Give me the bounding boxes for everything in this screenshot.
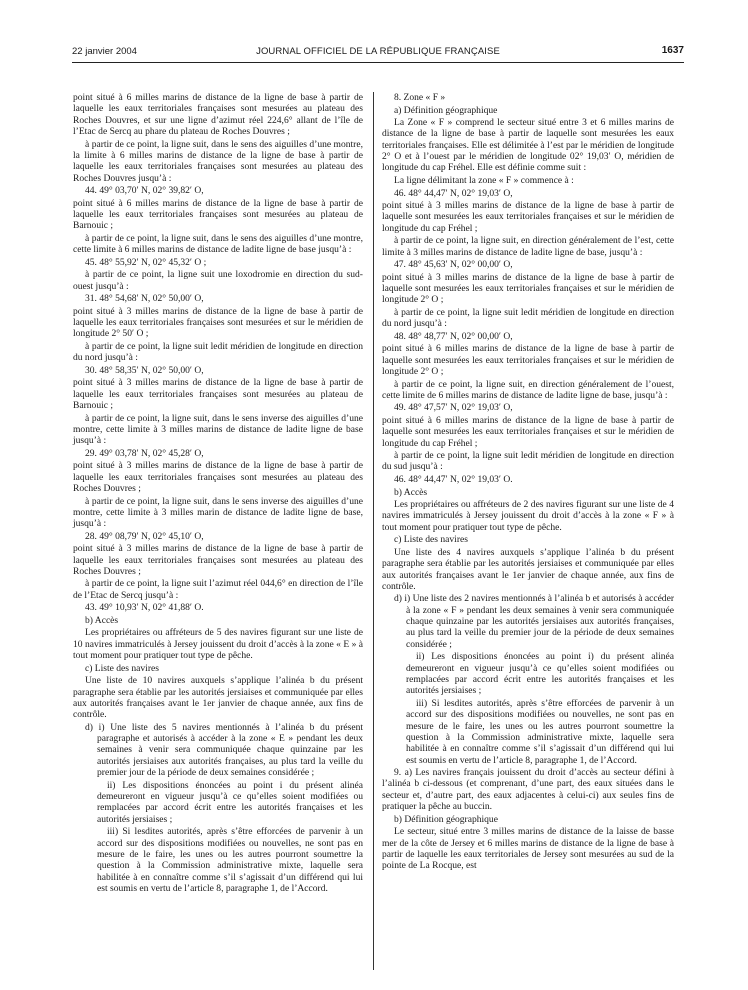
- left-paragraph: iii) Si lesdites autorités, après s’être efforcées de parvenir à un accord sur des dispositions modifiées ou nouvelles, ne sont pas en mesure de le faire, les unes ou les autres pourront soumettre la question à la Commission administrative mixte, laquelle sera habilitée à en connaître comme s’il s’agissait d’un différend qui lui est soumis en vertu de l’article 8, paragraphe 1, de l’Accord.: [97, 826, 363, 894]
- left-paragraph: 29. 49° 03,78′ N, 02° 45,28′ O,: [85, 447, 204, 459]
- page-header: [72, 44, 684, 60]
- right-paragraph: 49. 48° 47,57′ N, 02° 19,03′ O,: [394, 402, 513, 414]
- right-paragraph: iii) Si lesdites autorités, après s’être efforcées de parvenir à un accord sur des dispositions modifiées ou nouvelles, ne sont pas en mesure de le faire, les unes ou les autres pourront soumettre la question à la Commission administrative mixte, laquelle sera habilitée à en connaître comme s’il s’agissait d’un différend qui lui est soumis en vertu de l’article 8, paragraphe 1, de l’Accord.: [406, 697, 674, 766]
- left-paragraph: point situé à 3 milles marins de distance de la ligne de base à partir de laquelle les eaux territoriales françaises sont mesurées au plateau des Roches Douvres ;: [73, 460, 363, 494]
- left-paragraph: 28. 49° 08,79′ N, 02° 45,10′ O,: [85, 530, 204, 542]
- left-paragraph: point situé à 3 milles marins de distance de la ligne de base à partir de laquelle les eaux territoriales françaises sont mesurées au plateau de Barnouic ;: [73, 377, 363, 411]
- right-paragraph: à partir de ce point, la ligne suit ledit méridien de longitude en direction du nord jusqu’à :: [382, 306, 674, 330]
- left-paragraph: point situé à 3 milles marins de distance de la ligne de base à partir de laquelle les eaux territoriales françaises sont mesurées au plateau des Roches Douvres ;: [73, 543, 363, 577]
- left-paragraph: point situé à 3 milles marins de distance de la ligne de base à partir de laquelle les eaux territoriales françaises sont mesurées et sur le méridien de longitude 2° 50′ O ;: [73, 305, 363, 340]
- left-paragraph: 43. 49° 10,93′ N, 02° 41,88′ O.: [85, 602, 204, 614]
- left-paragraph: d) i) Une liste des 5 navires mentionnés à l’alinéa b du présent paragraphe et autorisés à accéder à la zone « E » pendant les deux semaines à venir sera communiquée chaque quinzaine par les autorités jersiaises aux autorités françaises, au plus tard la veille du premier jour de la période de deux semaines considérée ;: [85, 721, 363, 779]
- header-rule: [72, 62, 684, 63]
- header-page-number: 1637: [661, 45, 684, 56]
- left-paragraph: à partir de ce point, la ligne suit une loxodromie en direction du sud-ouest jusqu’à :: [73, 269, 363, 292]
- left-paragraph: à partir de ce point, la ligne suit, dans le sens des aiguilles d’une montre, la limite à 6 milles marins de distance de la ligne de base à partir de laquelle les eaux territoriales françaises sont mesurées au plateau des Roches Douvres jusqu’à :: [73, 138, 363, 184]
- right-paragraph: La Zone « F » comprend le secteur situé entre 3 et 6 milles marins de distance de la ligne de base à partir de laquelle sont mesurées les eaux territoriales françaises. Elle est délimitée à l’est par le méridien de longitude 2° O et à l’ouest par le méridien de longitude 02° 19,03′ O, méridien de longitude du cap Fréhel. Elle est définie comme suit :: [382, 117, 674, 174]
- left-paragraph: c) Liste des navires: [85, 662, 159, 674]
- left-paragraph: 44. 49° 03,70′ N, 02° 39,82′ O,: [85, 185, 204, 197]
- right-paragraph: point situé à 3 milles marins de distance de la ligne de base à partir de laquelle sont mesurées les eaux territoriales françaises et sur le méridien de longitude 2° O ;: [382, 271, 674, 306]
- left-paragraph: Une liste de 10 navires auxquels s’applique l’alinéa b du présent paragraphe sera établie par les autorités jersiaises et communiquée par elles aux autorités françaises avant le 1er janvier de chaque année, aux fins de contrôle.: [73, 675, 363, 721]
- right-paragraph: a) Définition géographique: [394, 104, 498, 116]
- header-date: 22 janvier 2004: [72, 46, 137, 57]
- right-paragraph: point situé à 6 milles marins de distance de la ligne de base à partir de laquelle sont mesurées les eaux territoriales françaises et sur le méridien de longitude du cap Fréhel ;: [382, 414, 674, 449]
- right-paragraph: 8. Zone « F »: [394, 92, 446, 103]
- left-paragraph: b) Accès: [85, 614, 119, 626]
- right-paragraph: à partir de ce point, la ligne suit ledit méridien de longitude en direction du sud jusqu’à :: [382, 450, 674, 473]
- left-column: [73, 92, 363, 895]
- right-paragraph: 46. 48° 44,47′ N, 02° 19,03′ O.: [394, 474, 513, 485]
- left-paragraph: à partir de ce point, la ligne suit, dans le sens inverse des aiguilles d’une montre, cette limite à 3 milles marin de distance de ladite ligne de base, jusqu’à :: [73, 495, 363, 530]
- left-paragraph: point situé à 6 milles marins de distance de la ligne de base à partir de laquelle les eaux territoriales françaises sont mesurées au plateau des Roches Douvres, et sur une ligne d’azimut réel 224,6° allant de l’île de l’Etac de Sercq au phare du plateau de Roches Douvres ;: [73, 92, 363, 138]
- left-paragraph: à partir de ce point, la ligne suit ledit méridien de longitude en direction du nord jusqu’à :: [73, 340, 363, 364]
- left-paragraph: à partir de ce point, la ligne suit, dans le sens des aiguilles d’une montre, cette limite à 6 milles marins de distance de ladite ligne de base jusqu’à :: [73, 232, 363, 256]
- left-paragraph: à partir de ce point, la ligne suit, dans le sens inverse des aiguilles d’une montre, cette limite à 3 milles marins de distance de ladite ligne de base jusqu’à :: [73, 412, 363, 447]
- right-paragraph: ii) Les dispositions énoncées au point i) du présent alinéa demeureront en vigueur jusqu’à ce qu’elles soient modifiées ou remplacées par accord écrit entre les autorités françaises et les autorités jersiaises ;: [406, 651, 674, 697]
- left-paragraph: 45. 48° 55,92′ N, 02° 45,32′ O ;: [85, 256, 207, 268]
- right-paragraph: à partir de ce point, la ligne suit, en direction généralement de l’ouest, cette limite de 6 milles marins de distance de ladite ligne de base, jusqu’à :: [382, 378, 674, 401]
- right-paragraph: 46. 48° 44,47′ N, 02° 19,03′ O,: [394, 187, 513, 199]
- right-paragraph: La ligne délimitant la zone « F » commence à :: [394, 174, 574, 186]
- right-paragraph: à partir de ce point, la ligne suit, en direction généralement de l’est, cette limite à 3 milles marins de distance de ladite ligne de base, jusqu’à :: [382, 235, 674, 258]
- header-title: JOURNAL OFFICIEL DE LA RÉPUBLIQUE FRANÇAISE: [256, 46, 500, 57]
- right-paragraph: Une liste des 4 navires auxquels s’applique l’alinéa b du présent paragraphe sera établie par les autorités jersiaises et communiquée par elles aux autorités françaises avant le 1er janvier de chaque année, aux fins de contrôle.: [382, 546, 674, 592]
- right-column: [382, 92, 674, 873]
- right-paragraph: 9. a) Les navires français jouissent du droit d’accès au secteur défini à l’alinéa b ci-dessous (et comprenant, d’une part, des eaux situées dans le secteur et, d’autre part, des eaux adjacentes à celui-ci) aux seules fins de pratiquer la pêche au buccin.: [382, 767, 674, 813]
- right-paragraph: Le secteur, situé entre 3 milles marins de distance de la laisse de basse mer de la côte de Jersey et 6 milles marins de distance de la ligne de base à partir de laquelle les eaux territoriales de Jersey sont mesurées au sud de la pointe de La Rocque, est: [382, 826, 674, 872]
- left-paragraph: point situé à 6 milles marins de distance de la ligne de base à partir de laquelle les eaux territoriales françaises sont mesurées au plateau de Barnouic ;: [73, 197, 363, 232]
- left-paragraph: 30. 48° 58,35′ N, 02° 50,00′ O,: [85, 364, 204, 376]
- left-paragraph: à partir de ce point, la ligne suit l’azimut réel 044,6° en direction de l’île de l’Etac de Sercq jusqu’à :: [73, 578, 363, 601]
- left-paragraph: Les propriétaires ou affréteurs de 5 des navires figurant sur une liste de 10 navires immatriculés à Jersey jouissent du droit d’accès à la zone « E » à tout moment pour pratiquer tout type de pêche.: [73, 627, 363, 662]
- column-divider: [373, 92, 374, 970]
- right-paragraph: b) Définition géographique: [394, 813, 498, 825]
- left-paragraph: 31. 48° 54,68′ N, 02° 50,00′ O,: [85, 293, 204, 305]
- right-paragraph: d) i) Une liste des 2 navires mentionnés à l’alinéa b et autorisés à accéder à la zone « F » pendant les deux semaines à venir sera communiquée chaque quinzaine par les autorités jersiaises aux autorités françaises, au plus tard la veille du premier jour de la période de deux semaines considérée ;: [394, 593, 674, 650]
- right-paragraph: b) Accès: [394, 486, 428, 498]
- right-paragraph: point situé à 3 milles marins de distance de la ligne de base à partir de laquelle sont mesurées les eaux territoriales françaises et sur le méridien de longitude du cap Fréhel ;: [382, 200, 674, 234]
- right-paragraph: c) Liste des navires: [394, 534, 468, 546]
- right-paragraph: Les propriétaires ou affréteurs de 2 des navires figurant sur une liste de 4 navires immatriculés à Jersey jouissent du droit d’accès à la zone « F » à tout moment pour pratiquer tout type de pêche.: [382, 499, 674, 533]
- right-paragraph: point situé à 6 milles marins de distance de la ligne de base à partir de laquelle sont mesurées les eaux territoriales françaises et sur le méridien de longitude 2° O ;: [382, 343, 674, 377]
- right-paragraph: 48. 48° 48,77′ N, 02° 00,00′ O,: [394, 330, 513, 342]
- right-paragraph: 47. 48° 45,63′ N, 02° 00,00′ O,: [394, 259, 513, 271]
- left-paragraph: ii) Les dispositions énoncées au point i du présent alinéa demeureront en vigueur jusqu’à ce qu’elles soient modifiées ou remplacées par accord écrit entre les autorités françaises et les autorités jersiaises ;: [97, 779, 363, 825]
